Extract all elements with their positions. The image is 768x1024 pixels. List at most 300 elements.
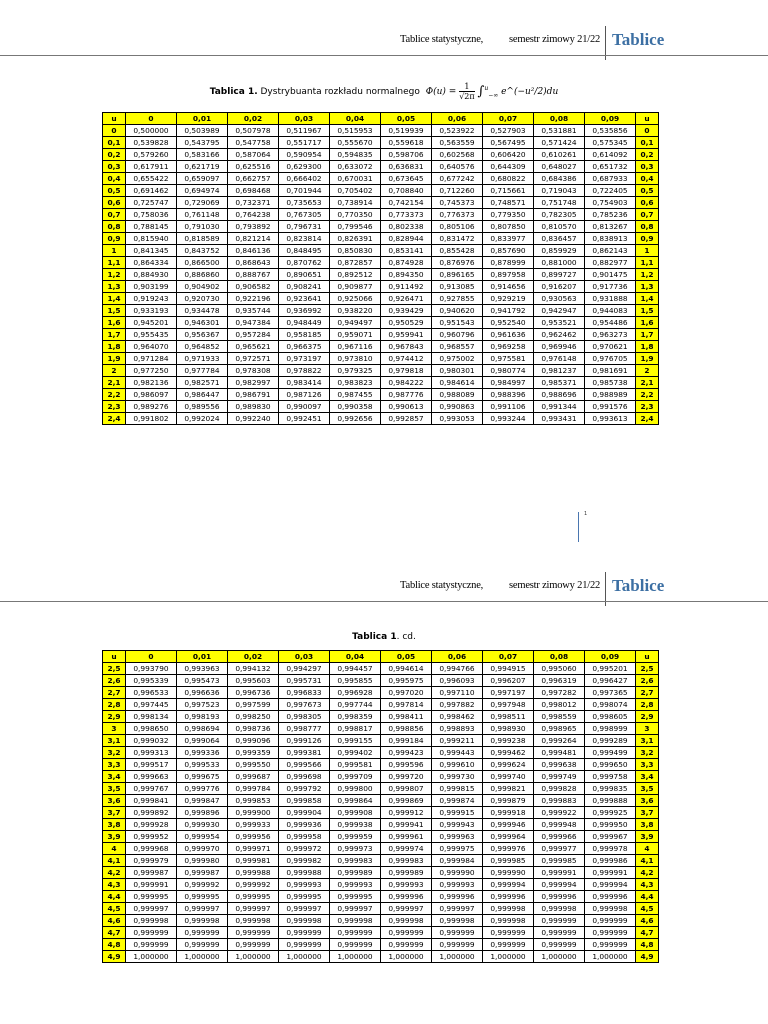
cdf-value-cell: 0,936992 xyxy=(279,305,330,317)
cdf-value-cell: 0,729069 xyxy=(177,197,228,209)
cdf-value-cell: 0,987776 xyxy=(381,389,432,401)
cdf-value-cell: 0,999994 xyxy=(585,879,636,891)
cdf-value-cell: 0,625516 xyxy=(228,161,279,173)
cdf-value-cell: 0,996207 xyxy=(483,675,534,687)
cdf-value-cell: 0,999994 xyxy=(534,879,585,891)
cdf-value-cell: 0,956367 xyxy=(177,329,228,341)
cdf-value-cell: 0,982997 xyxy=(228,377,279,389)
cdf-value-cell: 0,999858 xyxy=(279,795,330,807)
cdf-value-cell: 0,996533 xyxy=(126,687,177,699)
cdf-value-cell: 0,636831 xyxy=(381,161,432,173)
cdf-value-cell: 0,997110 xyxy=(432,687,483,699)
cdf-value-cell: 0,999985 xyxy=(534,855,585,867)
cdf-value-cell: 0,999961 xyxy=(381,831,432,843)
cdf-value-cell: 0,969946 xyxy=(534,341,585,353)
cdf-value-cell: 0,838913 xyxy=(585,233,636,245)
cdf-value-cell: 0,662757 xyxy=(228,173,279,185)
u-value-cell: 3,4 xyxy=(103,771,126,783)
u-value-cell: 1,4 xyxy=(636,293,659,305)
table-row xyxy=(103,951,659,963)
cdf-value-cell: 0,999999 xyxy=(279,927,330,939)
cdf-value-cell: 0,821214 xyxy=(228,233,279,245)
cdf-value-cell: 0,995855 xyxy=(330,675,381,687)
cdf-value-cell: 0,843752 xyxy=(177,245,228,257)
cdf-value-cell: 0,999958 xyxy=(279,831,330,843)
cdf-value-cell: 0,754903 xyxy=(585,197,636,209)
cdf-value-cell: 0,911492 xyxy=(381,281,432,293)
cdf-value-cell: 0,975581 xyxy=(483,353,534,365)
cdf-value-cell: 0,971933 xyxy=(177,353,228,365)
table-row xyxy=(103,125,659,137)
cdf-value-cell: 0,989556 xyxy=(177,401,228,413)
u-value-cell: 1,8 xyxy=(636,341,659,353)
cdf-value-cell: 0,999807 xyxy=(381,783,432,795)
column-header: 0,09 xyxy=(585,651,636,663)
cdf-value-cell: 0,914656 xyxy=(483,281,534,293)
cdf-value-cell: 0,961636 xyxy=(483,329,534,341)
table-row xyxy=(103,795,659,807)
cdf-value-cell: 0,995603 xyxy=(228,675,279,687)
table-row xyxy=(103,401,659,413)
cdf-value-cell: 0,992451 xyxy=(279,413,330,425)
cdf-value-cell: 0,913085 xyxy=(432,281,483,293)
cdf-value-cell: 0,999264 xyxy=(534,735,585,747)
cdf-value-cell: 0,955435 xyxy=(126,329,177,341)
cdf-value-cell: 1,000000 xyxy=(432,951,483,963)
cdf-value-cell: 0,539828 xyxy=(126,137,177,149)
cdf-value-cell: 0,903199 xyxy=(126,281,177,293)
cdf-value-cell: 0,999973 xyxy=(330,843,381,855)
cdf-value-cell: 0,997673 xyxy=(279,699,330,711)
cdf-value-cell: 0,999943 xyxy=(432,819,483,831)
cdf-value-cell: 0,991576 xyxy=(585,401,636,413)
cdf-value-cell: 0,559618 xyxy=(381,137,432,149)
cdf-value-cell: 0,999596 xyxy=(381,759,432,771)
u-value-cell: 4,4 xyxy=(636,891,659,903)
cdf-value-cell: 0,999999 xyxy=(381,927,432,939)
u-value-cell: 0,2 xyxy=(103,149,126,161)
cdf-value-cell: 0,507978 xyxy=(228,125,279,137)
cdf-value-cell: 0,848495 xyxy=(279,245,330,257)
cdf-value-cell: 0,991106 xyxy=(483,401,534,413)
cdf-value-cell: 0,981237 xyxy=(534,365,585,377)
u-value-cell: 1,2 xyxy=(103,269,126,281)
cdf-value-cell: 0,991344 xyxy=(534,401,585,413)
cdf-value-cell: 0,986447 xyxy=(177,389,228,401)
cdf-value-cell: 0,953521 xyxy=(534,317,585,329)
cdf-value-cell: 0,563559 xyxy=(432,137,483,149)
cdf-value-cell: 0,555670 xyxy=(330,137,381,149)
u-value-cell: 3,7 xyxy=(103,807,126,819)
u-value-cell: 4,8 xyxy=(103,939,126,951)
cdf-value-cell: 0,999996 xyxy=(432,891,483,903)
table-row xyxy=(103,209,659,221)
cdf-value-cell: 0,551717 xyxy=(279,137,330,149)
cdf-value-cell: 0,999999 xyxy=(330,927,381,939)
cdf-value-cell: 0,989276 xyxy=(126,401,177,413)
cdf-value-cell: 0,773373 xyxy=(381,209,432,221)
cdf-value-cell: 0,967843 xyxy=(381,341,432,353)
u-value-cell: 2,7 xyxy=(103,687,126,699)
cdf-value-cell: 0,684386 xyxy=(534,173,585,185)
cdf-value-cell: 0,982571 xyxy=(177,377,228,389)
cdf-value-cell: 0,999462 xyxy=(483,747,534,759)
cdf-value-cell: 0,950529 xyxy=(381,317,432,329)
table-row xyxy=(103,305,659,317)
cdf-value-cell: 0,999912 xyxy=(381,807,432,819)
cdf-value-cell: 0,633072 xyxy=(330,161,381,173)
u-value-cell: 1,7 xyxy=(103,329,126,341)
cdf-value-cell: 0,999709 xyxy=(330,771,381,783)
cdf-value-cell: 0,966375 xyxy=(279,341,330,353)
integral-lower: −∞ xyxy=(488,91,499,99)
cdf-value-cell: 0,503989 xyxy=(177,125,228,137)
table-row xyxy=(103,281,659,293)
cdf-value-cell: 0,999815 xyxy=(432,783,483,795)
caption-label: Tablica 1 xyxy=(352,632,397,642)
table-row xyxy=(103,687,659,699)
u-value-cell: 1,1 xyxy=(636,257,659,269)
cdf-value-cell: 0,999720 xyxy=(381,771,432,783)
cdf-value-cell: 0,828944 xyxy=(381,233,432,245)
cdf-value-cell: 0,878999 xyxy=(483,257,534,269)
cdf-value-cell: 0,999991 xyxy=(126,879,177,891)
cdf-value-cell: 0,999402 xyxy=(330,747,381,759)
cdf-value-cell: 0,614092 xyxy=(585,149,636,161)
cdf-value-cell: 0,999995 xyxy=(228,891,279,903)
cdf-value-cell: 0,862143 xyxy=(585,245,636,257)
cdf-value-cell: 0,931888 xyxy=(585,293,636,305)
cdf-value-cell: 0,833977 xyxy=(483,233,534,245)
u-value-cell: 0,7 xyxy=(636,209,659,221)
u-value-cell: 2,6 xyxy=(636,675,659,687)
normal-distribution-table xyxy=(102,112,659,425)
cdf-value-cell: 0,999289 xyxy=(585,735,636,747)
cdf-value-cell: 0,999784 xyxy=(228,783,279,795)
cdf-value-cell: 0,598706 xyxy=(381,149,432,161)
caption-text: . cd. xyxy=(396,632,416,642)
u-value-cell: 3,1 xyxy=(103,735,126,747)
cdf-value-cell: 0,732371 xyxy=(228,197,279,209)
cdf-value-cell: 0,998193 xyxy=(177,711,228,723)
cdf-value-cell: 0,939429 xyxy=(381,305,432,317)
cdf-value-cell: 0,515953 xyxy=(330,125,381,137)
cdf-value-cell: 0,897958 xyxy=(483,269,534,281)
u-value-cell: 0,8 xyxy=(636,221,659,233)
cdf-value-cell: 0,999211 xyxy=(432,735,483,747)
cdf-value-cell: 0,967116 xyxy=(330,341,381,353)
cdf-value-cell: 0,984222 xyxy=(381,377,432,389)
cdf-value-cell: 0,977784 xyxy=(177,365,228,377)
cdf-value-cell: 0,999999 xyxy=(330,939,381,951)
u-value-cell: 4 xyxy=(103,843,126,855)
u-value-cell: 4,2 xyxy=(636,867,659,879)
column-header: u xyxy=(636,113,659,125)
table-row xyxy=(103,783,659,795)
cdf-value-cell: 0,999954 xyxy=(177,831,228,843)
cdf-value-cell: 0,680822 xyxy=(483,173,534,185)
cdf-value-cell: 0,981691 xyxy=(585,365,636,377)
u-value-cell: 1,3 xyxy=(103,281,126,293)
cdf-value-cell: 0,977250 xyxy=(126,365,177,377)
cdf-value-cell: 0,979818 xyxy=(381,365,432,377)
column-header: 0,06 xyxy=(432,113,483,125)
cdf-value-cell: 0,712260 xyxy=(432,185,483,197)
cdf-value-cell: 0,896165 xyxy=(432,269,483,281)
cdf-value-cell: 0,901475 xyxy=(585,269,636,281)
u-value-cell: 0,9 xyxy=(103,233,126,245)
u-value-cell: 3,6 xyxy=(636,795,659,807)
cdf-value-cell: 0,997948 xyxy=(483,699,534,711)
cdf-value-cell: 1,000000 xyxy=(534,951,585,963)
cdf-value-cell: 0,705402 xyxy=(330,185,381,197)
cdf-value-cell: 0,999999 xyxy=(177,939,228,951)
u-value-cell: 4,5 xyxy=(103,903,126,915)
cdf-value-cell: 0,999994 xyxy=(483,879,534,891)
cdf-value-cell: 0,999980 xyxy=(177,855,228,867)
cdf-value-cell: 0,742154 xyxy=(381,197,432,209)
u-value-cell: 2,2 xyxy=(103,389,126,401)
u-value-cell: 1,1 xyxy=(103,257,126,269)
cdf-value-cell: 0,999995 xyxy=(177,891,228,903)
cdf-value-cell: 0,990613 xyxy=(381,401,432,413)
u-value-cell: 2,5 xyxy=(103,663,126,675)
cdf-value-cell: 0,909877 xyxy=(330,281,381,293)
cdf-value-cell: 0,951543 xyxy=(432,317,483,329)
cdf-value-cell: 0,874928 xyxy=(381,257,432,269)
cdf-value-cell: 0,995201 xyxy=(585,663,636,675)
cdf-value-cell: 0,870762 xyxy=(279,257,330,269)
cdf-value-cell: 0,999879 xyxy=(483,795,534,807)
u-value-cell: 3,7 xyxy=(636,807,659,819)
header-title: Tablice statystyczne, xyxy=(400,580,484,591)
cdf-value-cell: 0,925066 xyxy=(330,293,381,305)
u-value-cell: 0,6 xyxy=(636,197,659,209)
cdf-value-cell: 0,999974 xyxy=(381,843,432,855)
cdf-value-cell: 0,999999 xyxy=(228,927,279,939)
table-row xyxy=(103,771,659,783)
cdf-value-cell: 0,590954 xyxy=(279,149,330,161)
table-row xyxy=(103,161,659,173)
u-value-cell: 0,8 xyxy=(103,221,126,233)
cdf-value-cell: 0,999978 xyxy=(585,843,636,855)
u-value-cell: 2,5 xyxy=(636,663,659,675)
cdf-value-cell: 0,999896 xyxy=(177,807,228,819)
table-row xyxy=(103,903,659,915)
cdf-value-cell: 0,998411 xyxy=(381,711,432,723)
cdf-value-cell: 0,999997 xyxy=(432,903,483,915)
cdf-value-cell: 0,999999 xyxy=(126,927,177,939)
u-value-cell: 1,6 xyxy=(636,317,659,329)
cdf-value-cell: 0,995473 xyxy=(177,675,228,687)
cdf-value-cell: 0,831472 xyxy=(432,233,483,245)
cdf-value-cell: 0,999999 xyxy=(585,939,636,951)
cdf-value-cell: 0,923641 xyxy=(279,293,330,305)
cdf-value-cell: 0,764238 xyxy=(228,209,279,221)
cdf-value-cell: 0,785236 xyxy=(585,209,636,221)
header-title: Tablice statystyczne, xyxy=(400,34,484,45)
cdf-value-cell: 0,617911 xyxy=(126,161,177,173)
cdf-value-cell: 0,975002 xyxy=(432,353,483,365)
cdf-value-cell: 0,999996 xyxy=(381,891,432,903)
cdf-value-cell: 0,866500 xyxy=(177,257,228,269)
cdf-value-cell: 0,999184 xyxy=(381,735,432,747)
cdf-value-cell: 0,993053 xyxy=(432,413,483,425)
cdf-value-cell: 0,998999 xyxy=(585,723,636,735)
cdf-value-cell: 0,997445 xyxy=(126,699,177,711)
table-row xyxy=(103,413,659,425)
cdf-value-cell: 0,999989 xyxy=(330,867,381,879)
cdf-value-cell: 0,999972 xyxy=(279,843,330,855)
cdf-value-cell: 0,758036 xyxy=(126,209,177,221)
cdf-value-cell: 0,999841 xyxy=(126,795,177,807)
cdf-value-cell: 0,998012 xyxy=(534,699,585,711)
cdf-value-cell: 0,993963 xyxy=(177,663,228,675)
cdf-value-cell: 0,748571 xyxy=(483,197,534,209)
cdf-value-cell: 0,998893 xyxy=(432,723,483,735)
column-header: 0,03 xyxy=(279,113,330,125)
u-value-cell: 3,4 xyxy=(636,771,659,783)
table-row xyxy=(103,843,659,855)
u-value-cell: 2,9 xyxy=(103,711,126,723)
table-row xyxy=(103,221,659,233)
table-row xyxy=(103,927,659,939)
cdf-value-cell: 0,997020 xyxy=(381,687,432,699)
u-value-cell: 4,9 xyxy=(103,951,126,963)
cdf-value-cell: 0,999533 xyxy=(177,759,228,771)
cdf-value-cell: 0,999946 xyxy=(483,819,534,831)
cdf-value-cell: 0,999989 xyxy=(381,867,432,879)
table-row xyxy=(103,377,659,389)
cdf-value-cell: 0,882977 xyxy=(585,257,636,269)
cdf-value-cell: 0,621719 xyxy=(177,161,228,173)
cdf-value-cell: 0,807850 xyxy=(483,221,534,233)
cdf-value-cell: 0,999359 xyxy=(228,747,279,759)
cdf-value-cell: 0,793892 xyxy=(228,221,279,233)
cdf-value-cell: 0,997523 xyxy=(177,699,228,711)
cdf-value-cell: 1,000000 xyxy=(279,951,330,963)
cdf-value-cell: 0,535856 xyxy=(585,125,636,137)
cdf-value-cell: 0,841345 xyxy=(126,245,177,257)
u-value-cell: 1,5 xyxy=(636,305,659,317)
cdf-value-cell: 0,999933 xyxy=(228,819,279,831)
cdf-value-cell: 0,876976 xyxy=(432,257,483,269)
cdf-value-cell: 0,999938 xyxy=(330,819,381,831)
cdf-value-cell: 0,779350 xyxy=(483,209,534,221)
cdf-value-cell: 0,994614 xyxy=(381,663,432,675)
table-row xyxy=(103,831,659,843)
cdf-value-cell: 0,987455 xyxy=(330,389,381,401)
cdf-value-cell: 0,805106 xyxy=(432,221,483,233)
cdf-value-cell: 0,999999 xyxy=(585,927,636,939)
cdf-value-cell: 0,648027 xyxy=(534,161,585,173)
cdf-value-cell: 0,999991 xyxy=(585,867,636,879)
cdf-value-cell: 0,999517 xyxy=(126,759,177,771)
cdf-value-cell: 0,997197 xyxy=(483,687,534,699)
u-value-cell: 0 xyxy=(636,125,659,137)
cdf-value-cell: 0,998074 xyxy=(585,699,636,711)
cdf-value-cell: 0,994297 xyxy=(279,663,330,675)
cdf-value-cell: 0,770350 xyxy=(330,209,381,221)
normal-distribution-table-continued xyxy=(102,650,659,963)
cdf-value-cell: 0,708840 xyxy=(381,185,432,197)
cdf-value-cell: 0,999998 xyxy=(279,915,330,927)
u-value-cell: 2,8 xyxy=(103,699,126,711)
cdf-value-cell: 0,999624 xyxy=(483,759,534,771)
cdf-value-cell: 0,933193 xyxy=(126,305,177,317)
table-row xyxy=(103,269,659,281)
cdf-value-cell: 0,999888 xyxy=(585,795,636,807)
cdf-value-cell: 0,999999 xyxy=(534,915,585,927)
cdf-value-cell: 0,999999 xyxy=(381,939,432,951)
cdf-value-cell: 0,999999 xyxy=(279,939,330,951)
cdf-value-cell: 0,919243 xyxy=(126,293,177,305)
cdf-value-cell: 0,523922 xyxy=(432,125,483,137)
cdf-value-cell: 0,802338 xyxy=(381,221,432,233)
cdf-value-cell: 0,906582 xyxy=(228,281,279,293)
cdf-value-cell: 0,999550 xyxy=(228,759,279,771)
cdf-value-cell: 0,999064 xyxy=(177,735,228,747)
cdf-value-cell: 0,996736 xyxy=(228,687,279,699)
cdf-value-cell: 0,999908 xyxy=(330,807,381,819)
u-value-cell: 3,9 xyxy=(636,831,659,843)
formula-integrand: e^(−u²/2)du xyxy=(501,87,559,97)
cdf-value-cell: 0,999990 xyxy=(432,867,483,879)
cdf-value-cell: 0,985738 xyxy=(585,377,636,389)
table-row xyxy=(103,819,659,831)
cdf-value-cell: 0,999238 xyxy=(483,735,534,747)
cdf-value-cell: 0,999959 xyxy=(330,831,381,843)
cdf-value-cell: 0,984614 xyxy=(432,377,483,389)
cdf-value-cell: 0,818589 xyxy=(177,233,228,245)
cdf-value-cell: 0,999999 xyxy=(483,927,534,939)
u-value-cell: 1,6 xyxy=(103,317,126,329)
cdf-value-cell: 0,594835 xyxy=(330,149,381,161)
u-value-cell: 1,8 xyxy=(103,341,126,353)
cdf-value-cell: 0,963273 xyxy=(585,329,636,341)
cdf-value-cell: 0,974412 xyxy=(381,353,432,365)
cdf-value-cell: 0,985371 xyxy=(534,377,585,389)
cdf-value-cell: 0,972571 xyxy=(228,353,279,365)
table-header-row xyxy=(103,651,659,663)
cdf-value-cell: 0,999985 xyxy=(483,855,534,867)
cdf-value-cell: 0,999941 xyxy=(381,819,432,831)
cdf-value-cell: 0,791030 xyxy=(177,221,228,233)
u-value-cell: 4,3 xyxy=(103,879,126,891)
cdf-value-cell: 0,999925 xyxy=(585,807,636,819)
cdf-value-cell: 0,999853 xyxy=(228,795,279,807)
cdf-value-cell: 0,999966 xyxy=(534,831,585,843)
table-row xyxy=(103,137,659,149)
cdf-value-cell: 0,999749 xyxy=(534,771,585,783)
cdf-value-cell: 0,571424 xyxy=(534,137,585,149)
column-header: 0,06 xyxy=(432,651,483,663)
u-value-cell: 0,3 xyxy=(636,161,659,173)
u-value-cell: 3,1 xyxy=(636,735,659,747)
formula-numerator: 1 xyxy=(459,82,474,92)
u-value-cell: 4,8 xyxy=(636,939,659,951)
cdf-value-cell: 0,987126 xyxy=(279,389,330,401)
column-header: 0,02 xyxy=(228,113,279,125)
cdf-value-cell: 0,988089 xyxy=(432,389,483,401)
integral-upper: u xyxy=(484,85,489,92)
cdf-value-cell: 0,949497 xyxy=(330,317,381,329)
cdf-value-cell: 0,999996 xyxy=(534,891,585,903)
u-value-cell: 4,1 xyxy=(636,855,659,867)
cdf-value-cell: 0,853141 xyxy=(381,245,432,257)
cdf-value-cell: 0,964852 xyxy=(177,341,228,353)
cdf-value-cell: 0,999767 xyxy=(126,783,177,795)
